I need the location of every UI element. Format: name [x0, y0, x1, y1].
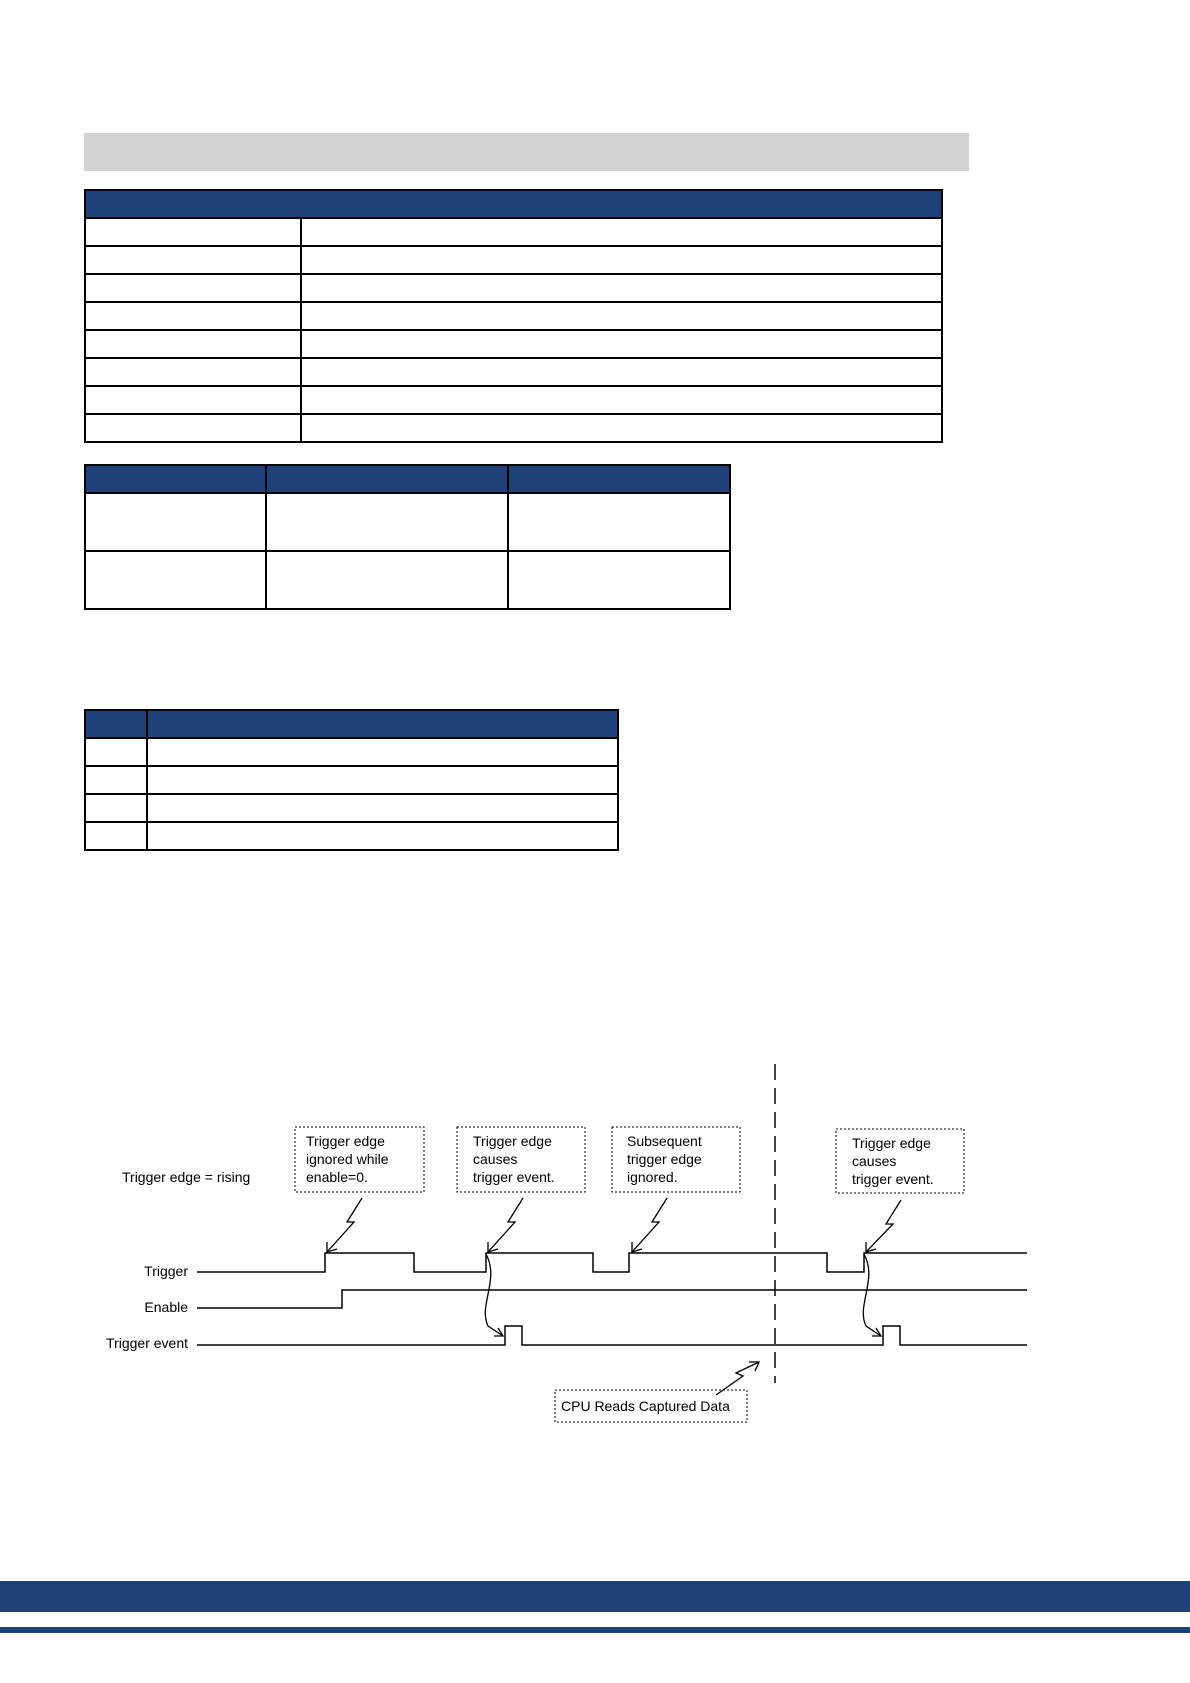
- lightning-arrow: [488, 1198, 523, 1252]
- lightning-arrow: [866, 1200, 901, 1252]
- lightning-arrow: [327, 1198, 362, 1252]
- options-table: [84, 464, 731, 610]
- note-text: trigger edge: [627, 1151, 702, 1167]
- values-table: [84, 709, 619, 851]
- lightning-arrow: [632, 1198, 667, 1252]
- note-text: Subsequent: [627, 1133, 702, 1149]
- timing-diagram: [0, 1060, 1190, 1435]
- note-text: ignored.: [627, 1169, 678, 1185]
- enable-waveform: [197, 1290, 1027, 1308]
- table-header: [266, 465, 508, 493]
- section-title-band: [84, 133, 969, 171]
- table-row: [85, 766, 618, 794]
- cpu-note-text: CPU Reads Captured Data: [561, 1398, 730, 1414]
- note-text: Trigger edge: [852, 1135, 931, 1151]
- note-text: causes: [473, 1151, 518, 1167]
- table-row: [85, 414, 942, 442]
- footer-bar: [0, 1581, 1190, 1612]
- table-row: [85, 822, 618, 850]
- note-text: Trigger edge: [306, 1133, 385, 1149]
- parameter-table: [84, 189, 943, 443]
- table-row: [85, 386, 942, 414]
- table-row: [85, 330, 942, 358]
- trigger-event-signal-label: Trigger event: [106, 1335, 188, 1351]
- table-header: [85, 710, 147, 738]
- arrowhead: [872, 1328, 881, 1336]
- table-row: [85, 218, 942, 246]
- table-header: [85, 465, 266, 493]
- table-row: [85, 738, 618, 766]
- table-row: [85, 358, 942, 386]
- table-header: [85, 190, 942, 218]
- table-row: [85, 274, 942, 302]
- table-header: [147, 710, 618, 738]
- causality-arrow: [863, 1254, 881, 1336]
- table-row: [85, 551, 730, 609]
- trigger-waveform: [197, 1253, 1027, 1272]
- causality-arrow: [485, 1254, 503, 1336]
- trigger-signal-label: Trigger: [144, 1263, 188, 1279]
- note-text: ignored while: [306, 1151, 389, 1167]
- lightning-arrow: [716, 1362, 759, 1395]
- note-text: Trigger edge: [473, 1133, 552, 1149]
- table-row: [85, 794, 618, 822]
- note-text: trigger event.: [852, 1171, 934, 1187]
- trigger-event-waveform: [197, 1326, 1027, 1345]
- condition-label: Trigger edge = rising: [122, 1169, 251, 1185]
- note-text: causes: [852, 1153, 897, 1169]
- arrowhead: [494, 1328, 503, 1336]
- table-row: [85, 246, 942, 274]
- table-header: [508, 465, 730, 493]
- note-text: enable=0.: [306, 1169, 368, 1185]
- table-row: [85, 302, 942, 330]
- note-text: trigger event.: [473, 1169, 555, 1185]
- footer-rule: [0, 1627, 1190, 1633]
- table-row: [85, 493, 730, 551]
- enable-signal-label: Enable: [144, 1299, 188, 1315]
